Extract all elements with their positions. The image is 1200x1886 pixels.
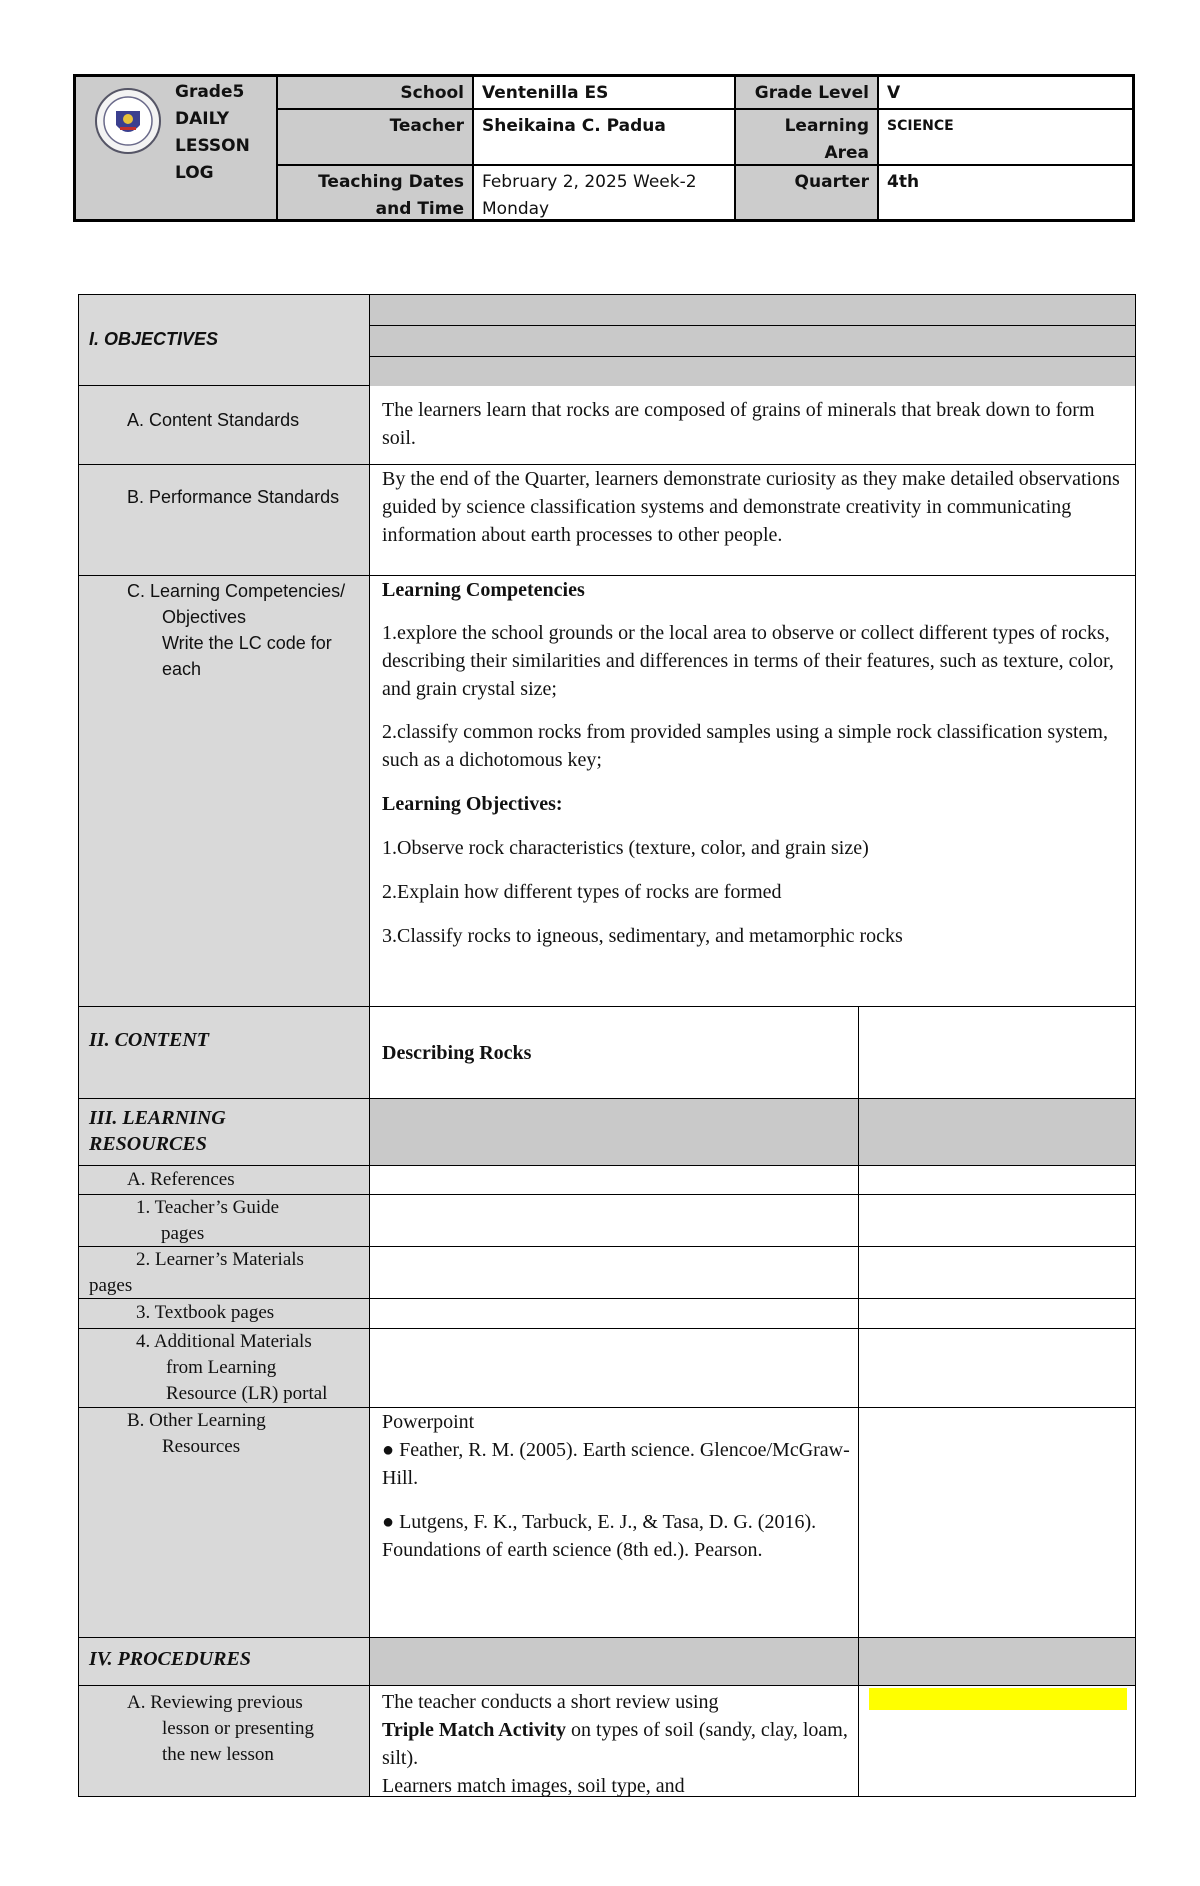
procedures-shaded-cell xyxy=(370,1638,859,1686)
references-label: A. References xyxy=(127,1169,235,1190)
resources-shaded-cell-2 xyxy=(859,1099,1136,1166)
other-resource-item: ● Lutgens, F. K., Tarbuck, E. J., & Tasa, D. G. (2016). Foundations of earth science (8th ed.). Pearson. xyxy=(382,1511,817,1561)
performance-standards-row xyxy=(78,465,1136,576)
learners-materials-label: 2. Learner’s Materials pages xyxy=(89,1249,304,1296)
review-row xyxy=(78,1686,1136,1797)
brand-title: Grade5 DAILY LESSON LOG xyxy=(175,82,250,183)
learners-materials-row xyxy=(78,1247,1136,1299)
competencies-row xyxy=(78,576,1136,1007)
content-title: II. CONTENT xyxy=(89,1029,210,1051)
procedures-title: IV. PROCEDURES xyxy=(89,1648,251,1670)
resources-title: III. LEARNING RESOURCES xyxy=(89,1107,226,1155)
brand-cell xyxy=(76,77,278,219)
learners-materials-label-cell xyxy=(78,1247,370,1299)
additional-materials-cell xyxy=(370,1329,859,1408)
content-standards-label: A. Content Standards xyxy=(127,410,300,430)
deped-seal-icon xyxy=(94,87,162,155)
additional-materials-label-cell xyxy=(78,1329,370,1408)
additional-materials-label: 4. Additional Materials from Learning Resource (LR) portal xyxy=(136,1331,328,1404)
performance-standards-cell xyxy=(370,465,1136,576)
teaching-dates-value: February 2, 2025 Week-2 Monday xyxy=(474,166,736,219)
performance-standards-label: B. Performance Standards xyxy=(127,487,340,507)
lo-item: 2.Explain how different types of rocks are formed xyxy=(382,881,782,903)
lc-item: 2.classify common rocks from provided samples using a simple rock classification system, such as a dichotomous key; xyxy=(382,721,1108,771)
school-value: Ventenilla ES xyxy=(474,77,736,110)
other-resources-cell xyxy=(370,1408,859,1638)
textbook-cell xyxy=(370,1299,859,1329)
review-cell xyxy=(370,1686,859,1797)
content-extra-cell xyxy=(859,1007,1136,1099)
additional-materials-row xyxy=(78,1329,1136,1408)
teacher-label: Teacher xyxy=(278,110,474,166)
quarter-value: 4th xyxy=(887,172,920,192)
textbook-row xyxy=(78,1299,1136,1329)
references-cell xyxy=(370,1166,859,1195)
lo-item: 1.Observe rock characteristics (texture, color, and grain size) xyxy=(382,837,869,859)
lc-item: 1.explore the school grounds or the local area to observe or collect different types of rocks, describing their similarities and differences in terms of their features, such as texture, color, and grain crystal size; xyxy=(382,622,1114,700)
resources-shaded-cell xyxy=(370,1099,859,1166)
procedures-shaded-cell-2 xyxy=(859,1638,1136,1686)
objectives-shaded-cell xyxy=(370,295,1136,386)
procedures-title-cell xyxy=(78,1638,370,1686)
review-content: The teacher conducts a short review using Triple Match Activity on types of soil (sandy, clay, loam, silt). Learners match images, soil type, and xyxy=(382,1691,848,1797)
learning-area-value: SCIENCE xyxy=(879,110,1132,166)
competencies-cell xyxy=(370,576,1136,1007)
teachers-guide-row xyxy=(78,1195,1136,1247)
lo-item: 3.Classify rocks to igneous, sedimentary, and metamorphic rocks xyxy=(382,925,903,947)
other-resources-content xyxy=(382,1408,852,1564)
teachers-guide-label-cell xyxy=(78,1195,370,1247)
textbook-label-cell xyxy=(78,1299,370,1329)
content-standards-label-cell xyxy=(78,386,370,465)
textbook-cell-2 xyxy=(859,1299,1136,1329)
review-label-cell xyxy=(78,1686,370,1797)
content-standards-cell xyxy=(370,386,1136,465)
resources-row xyxy=(78,1099,1136,1166)
references-row xyxy=(78,1166,1136,1195)
resources-title-cell xyxy=(78,1099,370,1166)
objectives-row xyxy=(78,294,1136,386)
textbook-label: 3. Textbook pages xyxy=(136,1302,275,1323)
lc-heading: Learning Competencies xyxy=(382,579,585,601)
performance-standards-text: By the end of the Quarter, learners demonstrate curiosity as they make detailed observations guided by science classification systems and demonstrate creativity in communicating information about earth processes to other people. xyxy=(382,468,1120,546)
objectives-title-cell xyxy=(78,295,370,386)
other-resources-row xyxy=(78,1408,1136,1638)
learning-area-label: Learning Area xyxy=(736,110,879,166)
learners-materials-cell xyxy=(370,1247,859,1299)
performance-standards-label-cell xyxy=(78,465,370,576)
teachers-guide-cell-2 xyxy=(859,1195,1136,1247)
references-label-cell xyxy=(78,1166,370,1195)
competencies-label: C. Learning Competencies/ Objectives Write the LC code for each xyxy=(127,581,346,679)
other-resources-label: B. Other Learning Resources xyxy=(127,1410,266,1457)
other-resource-item: Powerpoint xyxy=(382,1411,475,1433)
lesson-table xyxy=(78,294,1136,1797)
content-title-cell xyxy=(78,1007,370,1099)
additional-materials-cell-2 xyxy=(859,1329,1136,1408)
teachers-guide-label: 1. Teacher’s Guide pages xyxy=(136,1197,280,1244)
teaching-dates-label: Teaching Dates and Time xyxy=(278,166,474,219)
lo-heading: Learning Objectives: xyxy=(382,793,563,815)
content-topic-cell xyxy=(370,1007,859,1099)
yellow-highlight xyxy=(869,1688,1127,1710)
grade-level-value: V xyxy=(879,77,1132,110)
content-row xyxy=(78,1007,1136,1099)
teachers-guide-cell xyxy=(370,1195,859,1247)
content-standards-row xyxy=(78,386,1136,465)
competencies-content xyxy=(382,576,1122,950)
content-topic: Describing Rocks xyxy=(382,1042,532,1064)
objectives-title: I. OBJECTIVES xyxy=(89,329,219,349)
learners-materials-cell-2 xyxy=(859,1247,1136,1299)
references-cell-2 xyxy=(859,1166,1136,1195)
other-resources-cell-2 xyxy=(859,1408,1136,1638)
review-cell-2 xyxy=(859,1686,1136,1797)
competencies-label-cell xyxy=(78,576,370,1007)
header-table xyxy=(73,74,1135,222)
teacher-value: Sheikaina C. Padua xyxy=(474,110,736,166)
other-resource-item: ● Feather, R. M. (2005). Earth science. Glencoe/McGraw-Hill. xyxy=(382,1439,850,1489)
grade-level-label: Grade Level xyxy=(736,77,879,110)
school-label: School xyxy=(278,77,474,110)
other-resources-label-cell xyxy=(78,1408,370,1638)
content-standards-text: The learners learn that rocks are composed of grains of minerals that break down to form soil. xyxy=(382,399,1095,449)
review-label: A. Reviewing previous lesson or presenting the new lesson xyxy=(127,1692,314,1765)
procedures-row xyxy=(78,1638,1136,1686)
triple-match-activity: Triple Match Activity xyxy=(382,1719,567,1741)
quarter-label: Quarter xyxy=(736,166,879,219)
